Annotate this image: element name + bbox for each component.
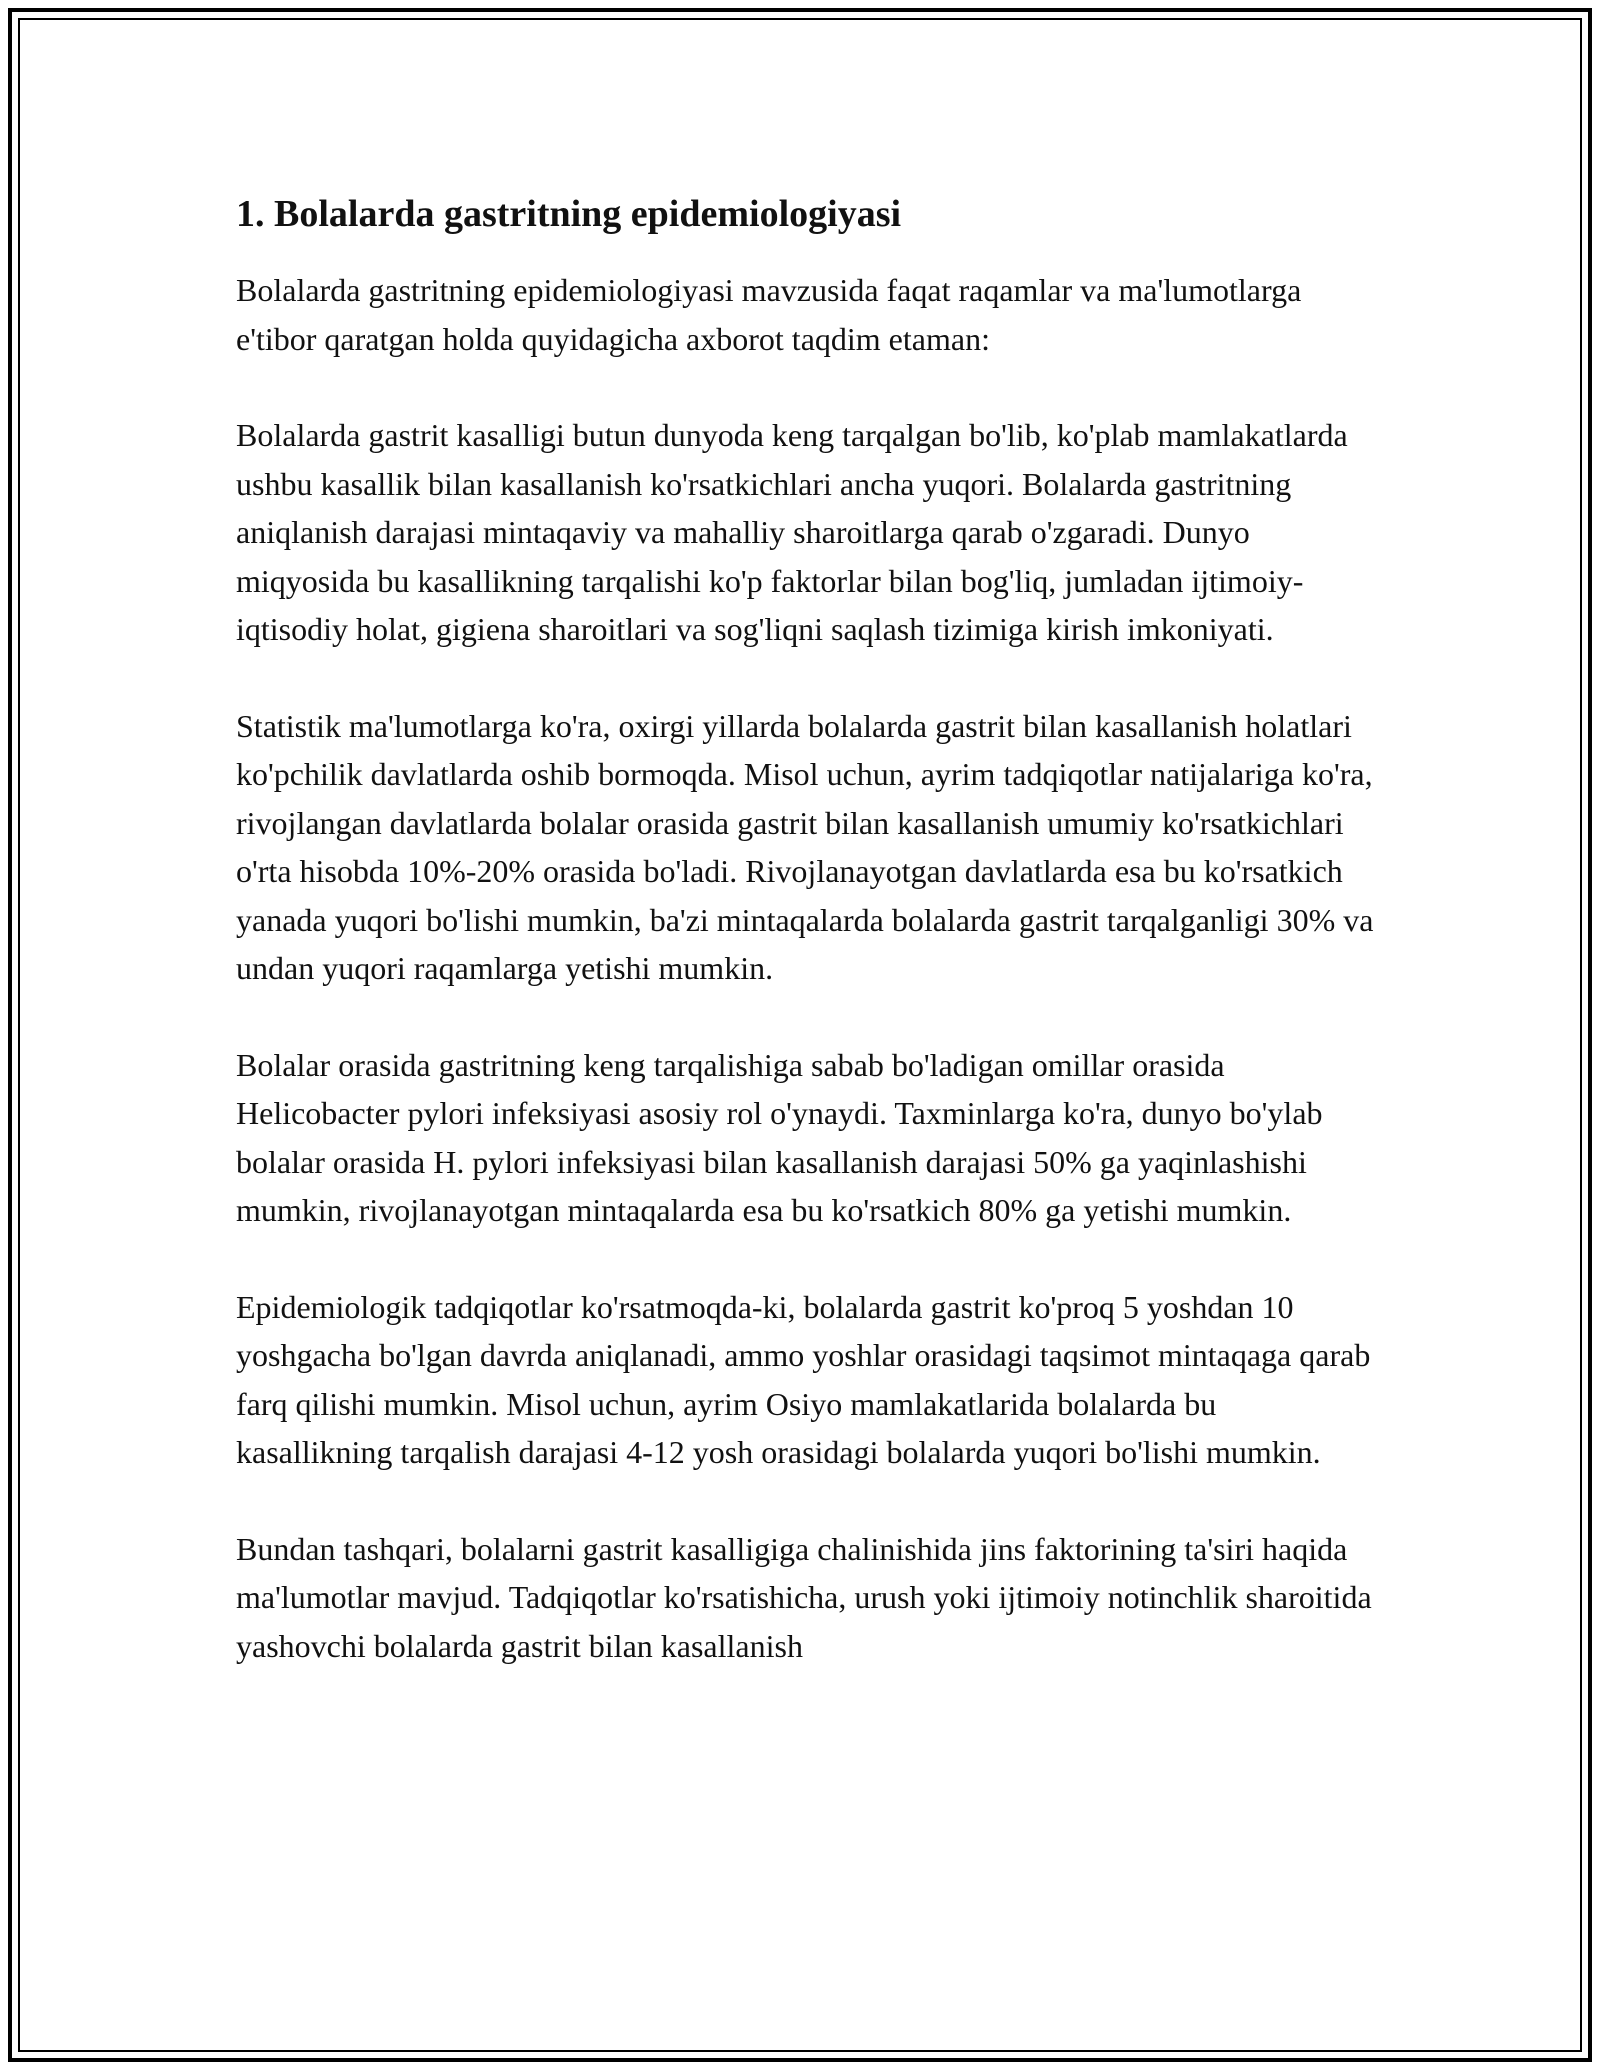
- paragraph-global-prevalence: Bolalarda gastrit kasalligi butun dunyoda keng tarqalgan bo'lib, ko'plab mamlakatlarda ushbu kasallik bilan kasallanish ko'rsatkichlari ancha yuqori. Bolalarda gastritning aniqlanish darajasi mintaqaviy va mahalliy sharoitlarga qarab o'zgaradi. Dunyo miqyosida bu kasallikning tarqalishi ko'p faktorlar bilan bog'liq, jumladan ijtimoiy-iqtisodiy holat, gigiena sharoitlari va sog'liqni saqlash tizimiga kirish imkoniyati.: [236, 417, 1348, 647]
- paragraph-intro: Bolalarda gastritning epidemiologiyasi mavzusida faqat raqamlar va ma'lumotlarga e'tibor qaratgan holda quyidagicha axborot taqdim etaman:: [236, 272, 1302, 357]
- section-title: 1. Bolalarda gastritning epidemiologiyasi: [236, 193, 902, 235]
- paragraph-statistics: Statistik ma'lumotlarga ko'ra, oxirgi yillarda bolalarda gastrit bilan kasallanish holatlari ko'pchilik davlatlarda oshib bormoqda. Misol uchun, ayrim tadqiqotlar natijalariga ko'ra, rivojlangan davlatlarda bolalar orasida gastrit bilan kasallanish umumiy ko'rsatkichlari o'rta hisobda 10%-20% orasida bo'ladi. Rivojlanayotgan davlatlarda esa bu ko'rsatkich yanada yuqori bo'lishi mumkin, ba'zi mintaqalarda bolalarda gastrit tarqalganligi 30% va undan yuqori raqamlarga yetishi mumkin.: [236, 707, 1374, 986]
- document-body: [236, 188, 1376, 1670]
- paragraph-h-pylori: Bolalar orasida gastritning keng tarqalishiga sabab bo'ladigan omillar orasida Helicobacter pylori infeksiyasi asosiy rol o'ynaydi. Taxminlarga ko'ra, dunyo bo'ylab bolalar orasida H. pylori infeksiyasi bilan kasallanish darajasi 50% ga yaqinlashishi mumkin, rivojlanayotgan mintaqalarda esa bu ko'rsatkich 80% ga yetishi mumkin.: [236, 1046, 1323, 1228]
- paragraph-additional-factors: Bundan tashqari, bolalarni gastrit kasalligiga chalinishida jins faktorining ta'siri haqida ma'lumotlar mavjud. Tadqiqotlar ko'rsatishicha, urush yoki ijtimoiy notinchlik sharoitida yashovchi bolalarda gastrit bilan kasallanish: [236, 1530, 1372, 1664]
- paragraph-age-distribution: Epidemiologik tadqiqotlar ko'rsatmoqda-ki, bolalarda gastrit ko'proq 5 yoshdan 10 yoshgacha bo'lgan davrda aniqlanadi, ammo yoshlar orasidagi taqsimot mintaqaga qarab farq qilishi mumkin. Misol uchun, ayrim Osiyo mamlakatlarida bolalarda bu kasallikning tarqalish darajasi 4-12 yosh orasidagi bolalarda yuqori bo'lishi mumkin.: [236, 1288, 1371, 1470]
